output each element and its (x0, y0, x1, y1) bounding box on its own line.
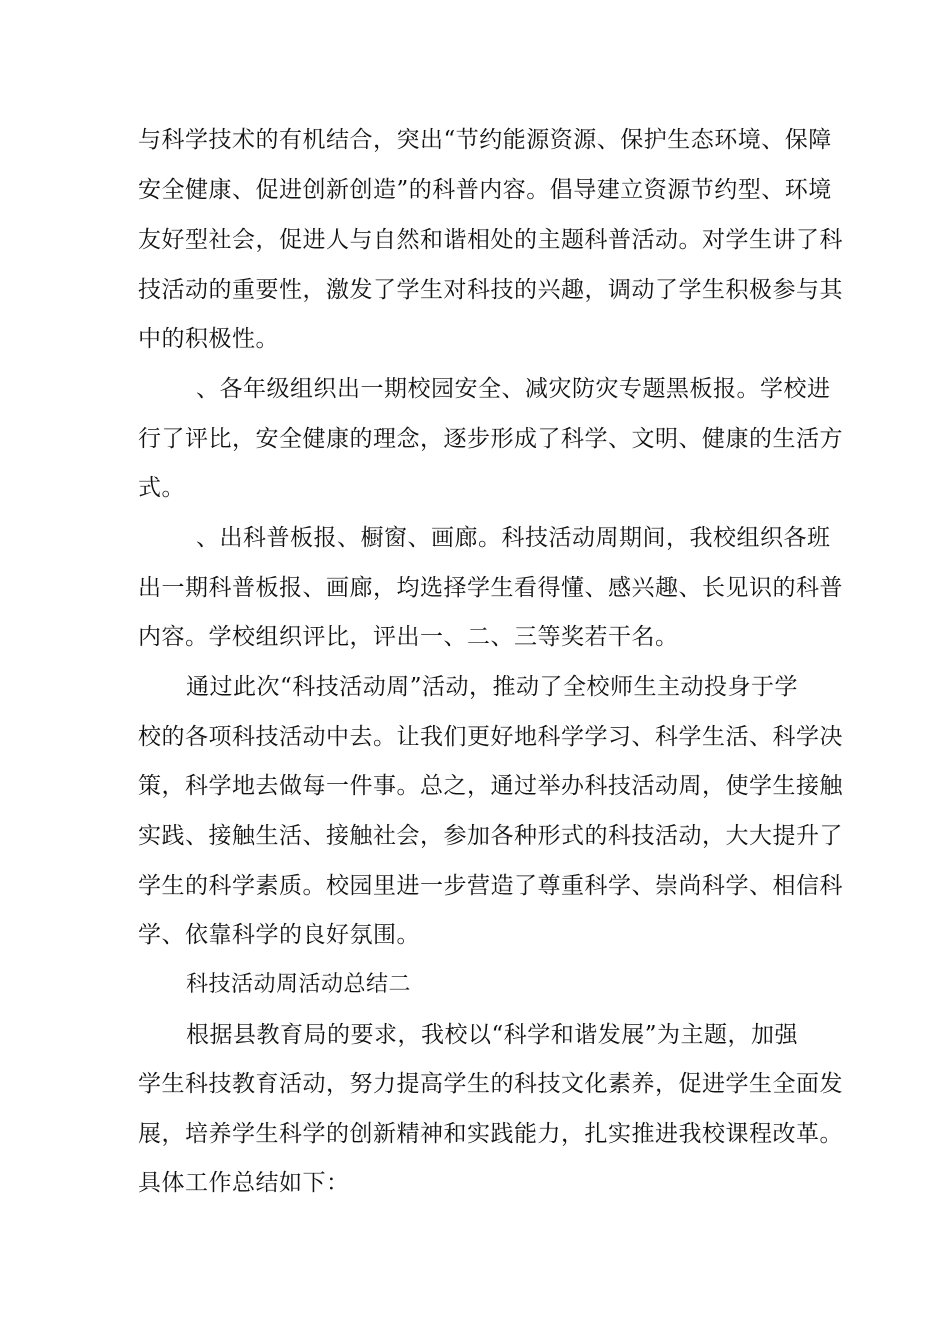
text-line: 内容。学校组织评比，评出一、二、三等奖若干名。 (138, 624, 679, 650)
text-line: 式。 (138, 475, 185, 501)
text-line: 与科学技术的有机结合，突出“节约能源资源、保护生态环境、保障 (138, 127, 832, 153)
text-line: 学生的科学素质。校园里进一步营造了尊重科学、崇尚科学、相信科 (138, 873, 843, 899)
text-line: 展，培养学生科学的创新精神和实践能力，扎实推进我校课程改革。 (138, 1121, 843, 1147)
text-line: 中的积极性。 (138, 326, 279, 352)
text-line: 策，科学地去做每一件事。总之，通过举办科技活动周，使学生接触 (138, 773, 843, 799)
text-line: 友好型社会，促进人与自然和谐相处的主题科普活动。对学生讲了科 (138, 227, 843, 253)
text-line: 通过此次“科技活动周”活动，推动了全校师生主动投身于学 (186, 674, 799, 700)
text-line: 安全健康、促进创新创造”的科普内容。倡导建立资源节约型、环境 (138, 177, 832, 203)
section-heading: 科技活动周活动总结二 (186, 972, 412, 997)
text-line: 、出科普板报、橱窗、画廊。科技活动周期间，我校组织各班 (196, 525, 831, 551)
text-line: 学生科技教育活动，努力提高学生的科技文化素养，促进学生全面发 (138, 1071, 843, 1097)
text-line: 校的各项科技活动中去。让我们更好地科学学习、科学生活、科学决 (138, 724, 843, 750)
text-line: 学、依靠科学的良好氛围。 (138, 922, 420, 948)
text-line: 、各年级组织出一期校园安全、减灾防灾专题黑板报。学校进 (196, 376, 831, 402)
text-line: 技活动的重要性，激发了学生对科技的兴趣，调动了学生积极参与其 (138, 277, 843, 303)
text-line: 实践、接触生活、接触社会，参加各种形式的科技活动，大大提升了 (138, 823, 843, 849)
text-line: 出一期科普板报、画廊，均选择学生看得懂、感兴趣、长见识的科普 (138, 575, 843, 601)
text-line: 具体工作总结如下： (138, 1170, 350, 1196)
text-line: 行了评比，安全健康的理念，逐步形成了科学、文明、健康的生活方 (138, 426, 843, 452)
text-line: 根据县教育局的要求，我校以“科学和谐发展”为主题，加强 (186, 1022, 799, 1048)
